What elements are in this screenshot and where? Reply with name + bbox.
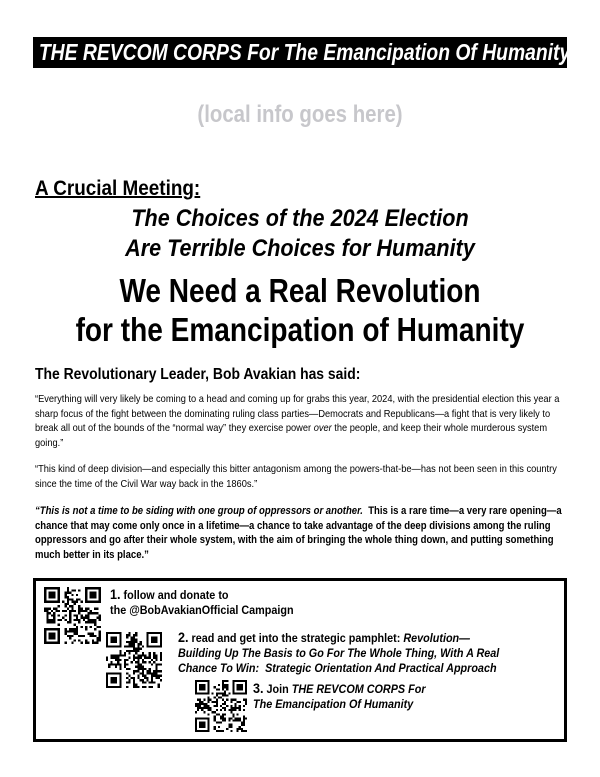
revolution-title-line-2: for the Emancipation of Humanity xyxy=(75,311,525,348)
banner-title: THE REVCOM CORPS For The Emancipation Of Humanity xyxy=(38,39,571,65)
quote-paragraph: “This kind of deep division—and especially this bitter antagonism among the powers-that-be—has not been seen in this country since the time of the Civil War way back in the 1860s.” xyxy=(35,464,557,490)
qr-code-3 xyxy=(195,680,247,732)
quote-paragraphs xyxy=(35,393,568,574)
qr-code-1 xyxy=(44,587,101,644)
revolution-title xyxy=(45,271,555,349)
action-item-2: 2. read and get into the strategic pamphlet: Revolution— Building Up The Basis to Go For The Whole Thing, With A Real Chance To Win: Strategic Orientation And Practical Approach xyxy=(178,629,500,675)
quote-paragraph: “Everything will very likely be coming to a head and coming up for grabs this year, 2024, with the presidential election this year a sharp focus of the fight between the dominating ruling class parties—Democrats and Republicans—a fight that is very likely to break all out of the bounds of the “normal way” they exercise power over the people, and keep their whole murderous system going.” xyxy=(35,394,560,449)
qr-code-2 xyxy=(106,632,162,688)
local-info-placeholder: (local info goes here) xyxy=(197,101,403,128)
action-box xyxy=(33,578,567,742)
quote-intro: The Revolutionary Leader, Bob Avakian has said: xyxy=(35,366,361,383)
meeting-kicker: A Crucial Meeting: xyxy=(35,177,201,200)
action-item-1: 1. follow and donate to the @BobAvakianOfficial Campaign xyxy=(110,586,294,617)
revolution-title-line-1: We Need a Real Revolution xyxy=(119,272,481,309)
title-banner xyxy=(33,37,571,68)
action-item-3: 3. Join THE REVCOM CORPS For The Emancipation Of Humanity xyxy=(253,680,426,711)
quote-paragraph: “This is not a time to be siding with one group of oppressors or another. This is a rare time—a very rare opening—a chance that may come only once in a lifetime—a chance to take advantage of the deep divisions among the ruling oppressors and go after their whole system, with the aim of bringing the whole thing down, and putting something much better in its place.” xyxy=(35,505,562,561)
election-subtitle-line-1: The Choices of the 2024 Election xyxy=(131,205,469,232)
election-subtitle-line-2: Are Terrible Choices for Humanity xyxy=(125,235,475,262)
election-subtitle xyxy=(30,204,570,264)
